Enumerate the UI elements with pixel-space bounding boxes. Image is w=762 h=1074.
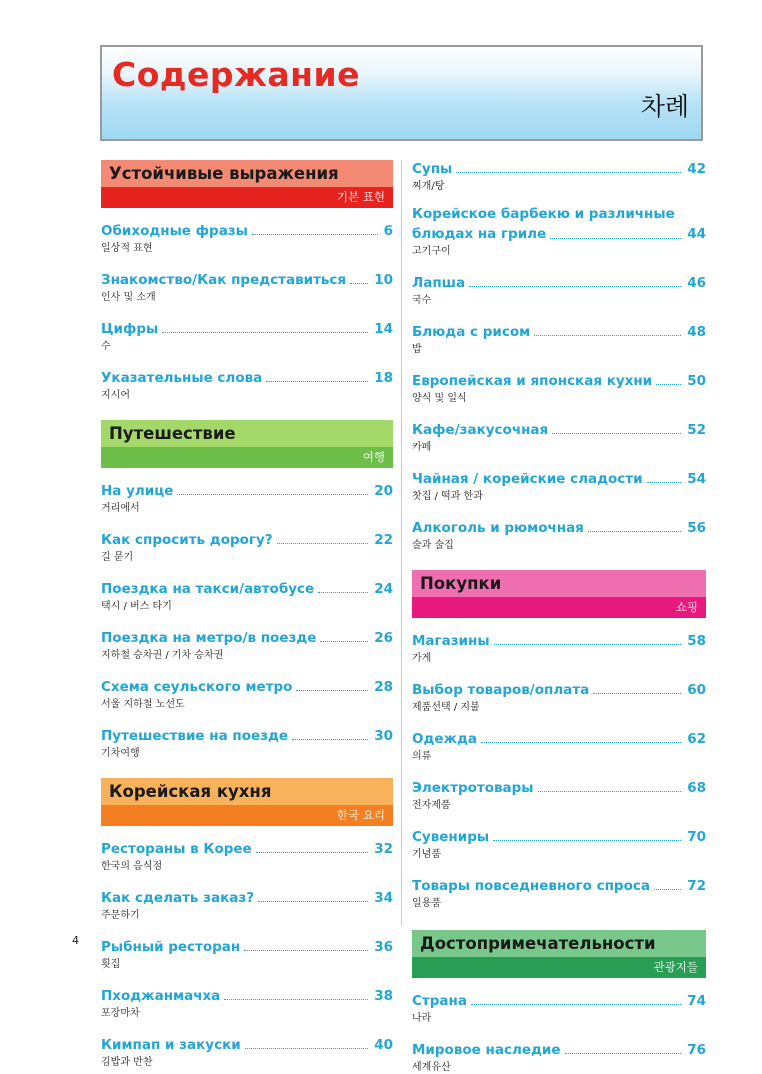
- entry-subtitle: 길 묻기: [101, 552, 134, 563]
- entry-title: Кимпап и закуски: [101, 1037, 241, 1053]
- entry-subtitle: 나라: [412, 1013, 432, 1024]
- entry-subtitle: 국수: [412, 295, 432, 306]
- entry-page: 40: [374, 1037, 393, 1053]
- entry-subtitle: 가게: [412, 653, 432, 664]
- entry-title: Европейская и японская кухни: [412, 373, 653, 389]
- entry-page: 74: [687, 993, 706, 1009]
- section-title: Устойчивые выражения: [101, 160, 393, 187]
- entry-title: Одежда: [412, 731, 477, 747]
- entry-subtitle: 포장마차: [101, 1008, 140, 1019]
- section-subtitle: 여행: [101, 447, 393, 468]
- section-title: Путешествие: [101, 420, 393, 447]
- entry-page: 60: [687, 682, 706, 698]
- toc-entry[interactable]: [412, 877, 706, 910]
- section-sights: [412, 930, 706, 1074]
- entry-title: Рестораны в Корее: [101, 841, 252, 857]
- entry-subtitle: 전자제품: [412, 800, 451, 811]
- entry-subtitle: 양식 및 일식: [412, 393, 467, 404]
- entry-title: Цифры: [101, 321, 159, 337]
- toc-entry[interactable]: [101, 840, 393, 873]
- toc-entry[interactable]: [412, 274, 706, 307]
- entry-title: Блюда с рисом: [412, 324, 531, 340]
- entry-page: 36: [374, 939, 393, 955]
- section-set-phrases: [101, 160, 393, 402]
- toc-entry[interactable]: [412, 160, 706, 193]
- entry-page: 54: [687, 471, 706, 487]
- entry-title: Чайная / корейские сладости: [412, 471, 643, 487]
- toc-entry[interactable]: [412, 1041, 706, 1074]
- toc-entry[interactable]: [412, 323, 706, 356]
- entry-title: Товары повседневного спроса: [412, 878, 650, 894]
- entry-page: 22: [374, 532, 393, 548]
- entry-subtitle: 인사 및 소개: [101, 292, 156, 303]
- entry-title: Выбор товаров/оплата: [412, 682, 590, 698]
- toc-entry[interactable]: [101, 678, 393, 711]
- section-title: Достопримечательности: [412, 930, 706, 957]
- entry-title: Кафе/закусочная: [412, 422, 549, 438]
- entry-page: 62: [687, 731, 706, 747]
- toc-entry[interactable]: [412, 779, 706, 812]
- right-column: [412, 160, 706, 1074]
- entry-title: Как спросить дорогу?: [101, 532, 273, 548]
- toc-entry[interactable]: [412, 372, 706, 405]
- entry-page: 34: [374, 890, 393, 906]
- toc-entry[interactable]: [412, 205, 706, 258]
- toc-entry[interactable]: [101, 938, 393, 971]
- entry-title: Магазины: [412, 633, 490, 649]
- toc-entry[interactable]: [412, 632, 706, 665]
- entry-title: Схема сеульского метро: [101, 679, 293, 695]
- entry-subtitle: 지시어: [101, 390, 130, 401]
- entry-page: 50: [687, 373, 706, 389]
- toc-entry[interactable]: [412, 828, 706, 861]
- toc-entry[interactable]: [412, 421, 706, 454]
- entry-title: Мировое наследие: [412, 1042, 561, 1058]
- entry-page: 32: [374, 841, 393, 857]
- toc-entry[interactable]: [412, 992, 706, 1025]
- toc-entry[interactable]: [101, 889, 393, 922]
- toc-entry[interactable]: [412, 730, 706, 763]
- section-subtitle: 한국 요리: [101, 805, 393, 826]
- toc-entry[interactable]: [101, 727, 393, 760]
- entry-subtitle: 제품선택 / 지불: [412, 702, 480, 713]
- section-subtitle: 기본 표현: [101, 187, 393, 208]
- entry-subtitle: 택시 / 버스 타기: [101, 601, 172, 612]
- toc-entry[interactable]: [412, 681, 706, 714]
- section-subtitle: 관광지들: [412, 957, 706, 978]
- entry-subtitle: 서울 지하철 노선도: [101, 699, 185, 710]
- entry-subtitle: 김밥과 반찬: [101, 1057, 153, 1068]
- column-divider: [401, 160, 402, 925]
- entry-page: 70: [687, 829, 706, 845]
- entry-subtitle: 카페: [412, 442, 432, 453]
- entry-subtitle: 의류: [412, 751, 432, 762]
- entry-title-line1: Корейское барбекю и различные: [412, 206, 675, 222]
- entry-subtitle: 기차여행: [101, 748, 140, 759]
- section-shopping: [412, 570, 706, 910]
- entry-page: 30: [374, 728, 393, 744]
- entry-title: Рыбный ресторан: [101, 939, 241, 955]
- entry-page: 56: [687, 520, 706, 536]
- section-travel: [101, 420, 393, 760]
- entry-title: Алкоголь и рюмочная: [412, 520, 584, 536]
- entry-title: блюдах на гриле: [412, 226, 547, 242]
- entry-title: Пходжанмачха: [101, 988, 221, 1004]
- entry-title: Как сделать заказ?: [101, 890, 255, 906]
- entry-title: Путешествие на поезде: [101, 728, 289, 744]
- entry-page: 18: [374, 370, 393, 386]
- entry-subtitle: 고기구이: [412, 246, 451, 257]
- section-title: Корейская кухня: [101, 778, 393, 805]
- entry-subtitle: 거리에서: [101, 503, 140, 514]
- page-title: Содержание: [112, 55, 360, 94]
- left-column: [101, 160, 393, 1069]
- entry-page: 14: [374, 321, 393, 337]
- entry-page: 72: [687, 878, 706, 894]
- entry-subtitle: 술과 술집: [412, 540, 454, 551]
- entry-title: Электротовары: [412, 780, 534, 796]
- entry-subtitle: 한국의 음식점: [101, 861, 163, 872]
- entry-title: Поездка на такси/автобусе: [101, 581, 315, 597]
- entry-subtitle: 수: [101, 341, 111, 352]
- entry-page: 6: [383, 223, 393, 239]
- contents-title-banner: [100, 45, 703, 141]
- toc-entry[interactable]: [101, 320, 393, 353]
- entry-page: 46: [687, 275, 706, 291]
- entry-title: На улице: [101, 483, 174, 499]
- entry-title: Супы: [412, 161, 453, 177]
- toc-entry[interactable]: [101, 629, 393, 662]
- entry-page: 48: [687, 324, 706, 340]
- toc-entry[interactable]: [412, 470, 706, 503]
- toc-entry[interactable]: [101, 271, 393, 304]
- entry-subtitle: 기념품: [412, 849, 441, 860]
- toc-entry[interactable]: [101, 987, 393, 1020]
- entry-title: Поездка на метро/в поезде: [101, 630, 317, 646]
- entry-subtitle: 주문하기: [101, 910, 140, 921]
- entry-page: 44: [687, 226, 706, 242]
- section-title: Покупки: [412, 570, 706, 597]
- entry-page: 58: [687, 633, 706, 649]
- entry-page: 52: [687, 422, 706, 438]
- entry-page: 38: [374, 988, 393, 1004]
- section-korean-cuisine: [101, 778, 393, 1069]
- entry-title: Страна: [412, 993, 467, 1009]
- page-number: 4: [72, 934, 79, 947]
- entry-subtitle: 일상적 표현: [101, 243, 153, 254]
- entry-page: 24: [374, 581, 393, 597]
- entry-page: 28: [374, 679, 393, 695]
- entry-subtitle: 찻집 / 떡과 한과: [412, 491, 483, 502]
- entry-page: 26: [374, 630, 393, 646]
- entry-subtitle: 지하철 승차권 / 기차 승차권: [101, 650, 224, 661]
- entry-subtitle: 세계유산: [412, 1062, 451, 1073]
- entry-title: Обиходные фразы: [101, 223, 248, 239]
- entry-title: Указательные слова: [101, 370, 263, 386]
- entry-title: Сувениры: [412, 829, 490, 845]
- toc-entry[interactable]: [101, 482, 393, 515]
- toc-entry[interactable]: [101, 369, 393, 402]
- toc-entry[interactable]: [412, 519, 706, 552]
- entry-title: Лапша: [412, 275, 466, 291]
- entry-page: 10: [374, 272, 393, 288]
- toc-entry[interactable]: [101, 580, 393, 613]
- toc-entry[interactable]: [101, 222, 393, 255]
- entry-subtitle: 찌개/탕: [412, 181, 445, 192]
- section-subtitle: 쇼핑: [412, 597, 706, 618]
- entry-subtitle: 횟집: [101, 959, 121, 970]
- toc-entry[interactable]: [101, 1036, 393, 1069]
- entry-subtitle: 일용품: [412, 898, 441, 909]
- entry-title: Знакомство/Как представиться: [101, 272, 347, 288]
- entry-page: 76: [687, 1042, 706, 1058]
- entry-page: 20: [374, 483, 393, 499]
- toc-entry[interactable]: [101, 531, 393, 564]
- entry-page: 68: [687, 780, 706, 796]
- page-title-korean: 차례: [640, 92, 689, 121]
- entry-page: 42: [687, 161, 706, 177]
- entry-subtitle: 밥: [412, 344, 422, 355]
